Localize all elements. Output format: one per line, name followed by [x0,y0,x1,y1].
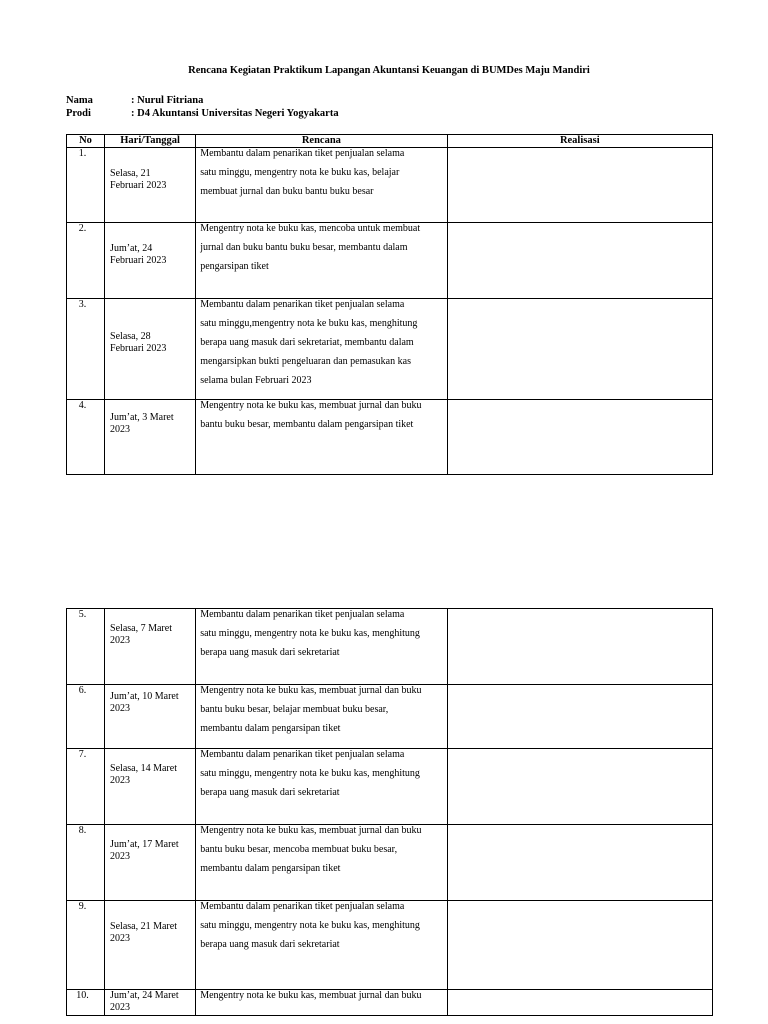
row-date-line: 2023 [110,703,131,714]
row-date-line: 2023 [110,424,131,435]
row-plan-line: satu minggu, mengentry nota ke buku kas, belajar [200,167,400,178]
table-row [67,990,713,1016]
row-date [105,223,196,299]
row-date [105,400,196,475]
row-date [105,990,196,1016]
table-row [67,609,713,685]
row-date-line: 2023 [110,1002,131,1013]
row-date-line: Selasa, 7 Maret [110,623,172,634]
row-date [105,685,196,749]
row-plan [196,609,447,685]
row-realization [447,749,712,825]
activity-table-page-2 [66,608,713,1016]
row-date-line: Februari 2023 [110,255,167,266]
row-date-line: Februari 2023 [110,180,167,191]
row-plan-line: satu minggu, mengentry nota ke buku kas, menghitung [200,920,420,931]
document-title: Rencana Kegiatan Praktikum Lapangan Akuntansi Keuangan di BUMDes Maju Mandiri [188,65,590,76]
row-date-line: Selasa, 28 [110,331,151,342]
table-row [67,148,713,223]
row-plan-line: bantu buku besar, belajar membuat buku besar, [200,704,389,715]
row-date-line: Jum’at, 17 Maret [110,839,179,850]
row-realization [447,901,712,990]
table-row [67,223,713,299]
header-no: No [67,135,105,148]
row-number: 3. [67,299,105,400]
row-plan-line: selama bulan Februari 2023 [200,375,312,386]
row-date [105,609,196,685]
row-plan [196,825,447,901]
row-plan-line: Membantu dalam penarikan tiket penjualan selama [200,609,405,620]
table-row [67,299,713,400]
row-plan [196,223,447,299]
row-plan-line: Mengentry nota ke buku kas, membuat jurnal dan buku [200,400,422,411]
row-number: 9. [67,901,105,990]
info-value: : D4 Akuntansi Universitas Negeri Yogyakarta [131,108,339,119]
table-row [67,685,713,749]
row-date-line: Jum’at, 24 Maret [110,990,179,1001]
row-plan-line: Membantu dalam penarikan tiket penjualan selama [200,901,405,912]
row-date-line: Selasa, 21 [110,168,151,179]
row-number: 7. [67,749,105,825]
row-date-line: Jum’at, 10 Maret [110,691,179,702]
row-plan-line: mengarsipkan bukti pengeluaran dan pemasukan kas [200,356,411,367]
row-realization [447,400,712,475]
row-plan-line: membuat jurnal dan buku bantu buku besar [200,186,374,197]
row-plan-line: Mengentry nota ke buku kas, mencoba untuk membuat [200,223,421,234]
row-plan-line: Mengentry nota ke buku kas, membuat jurnal dan buku [200,990,422,1001]
row-date [105,825,196,901]
row-realization [447,685,712,749]
table-row [67,825,713,901]
row-plan-line: berapa uang masuk dari sekretariat [200,787,340,798]
row-plan [196,901,447,990]
row-date [105,299,196,400]
header-date: Hari/Tanggal [105,135,196,148]
info-value: : Nurul Fitriana [131,95,204,106]
row-plan-line: membantu dalam pengarsipan tiket [200,723,341,734]
header-plan: Rencana [196,135,447,148]
row-plan-line: satu minggu, mengentry nota ke buku kas, menghitung [200,628,420,639]
activity-table-page-1 [66,134,713,475]
row-realization [447,148,712,223]
info-label: Nama [66,95,93,106]
row-plan-line: Mengentry nota ke buku kas, membuat jurnal dan buku [200,825,422,836]
row-plan-line: Membantu dalam penarikan tiket penjualan selama [200,299,405,310]
row-date-line: Februari 2023 [110,343,167,354]
row-realization [447,609,712,685]
row-date [105,148,196,223]
row-plan-line: Membantu dalam penarikan tiket penjualan selama [200,148,405,159]
row-plan-line: berapa uang masuk dari sekretariat, membantu dalam [200,337,414,348]
row-realization [447,299,712,400]
row-date-line: 2023 [110,851,131,862]
header-realization: Realisasi [447,135,712,148]
row-number: 2. [67,223,105,299]
row-number: 8. [67,825,105,901]
row-plan [196,148,447,223]
row-plan-line: membantu dalam pengarsipan tiket [200,863,341,874]
row-plan [196,400,447,475]
row-number: 5. [67,609,105,685]
info-label: Prodi [66,108,91,119]
row-date-line: Selasa, 21 Maret [110,921,177,932]
row-realization [447,825,712,901]
row-date [105,749,196,825]
row-number: 6. [67,685,105,749]
info-name-row [66,94,203,107]
row-date-line: Jum’at, 3 Maret [110,412,174,423]
table-row [67,901,713,990]
row-plan-line: bantu buku besar, mencoba membuat buku besar, [200,844,398,855]
row-date-line: 2023 [110,775,131,786]
row-plan [196,685,447,749]
row-date-line: 2023 [110,933,131,944]
row-plan-line: berapa uang masuk dari sekretariat [200,939,340,950]
row-plan [196,299,447,400]
row-plan-line: Mengentry nota ke buku kas, membuat jurnal dan buku [200,685,422,696]
row-plan-line: satu minggu, mengentry nota ke buku kas, menghitung [200,768,420,779]
row-plan-line: berapa uang masuk dari sekretariat [200,647,340,658]
row-plan [196,990,447,1016]
row-date-line: 2023 [110,635,131,646]
row-plan-line: Membantu dalam penarikan tiket penjualan selama [200,749,405,760]
row-plan-line: bantu buku besar, membantu dalam pengarsipan tiket [200,419,414,430]
table-row [67,749,713,825]
row-number: 1. [67,148,105,223]
row-number: 10. [67,990,105,1016]
row-date [105,901,196,990]
row-date-line: Selasa, 14 Maret [110,763,177,774]
row-plan [196,749,447,825]
info-prodi-row [66,107,339,120]
row-number: 4. [67,400,105,475]
row-realization [447,990,712,1016]
row-realization [447,223,712,299]
row-plan-line: pengarsipan tiket [200,261,269,272]
row-date-line: Jum’at, 24 [110,243,153,254]
row-plan-line: satu minggu,mengentry nota ke buku kas, menghitung [200,318,418,329]
row-plan-line: jurnal dan buku bantu buku besar, membantu dalam [200,242,408,253]
table-row [67,400,713,475]
